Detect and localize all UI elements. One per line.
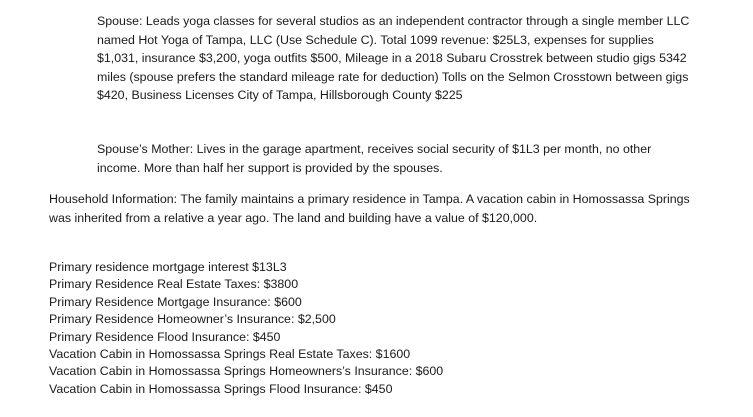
list-item: Vacation Cabin in Homossassa Springs Flood Insurance: $450 (49, 381, 393, 396)
list-item: Primary Residence Real Estate Taxes: $3800 (49, 277, 299, 292)
list-item: Vacation Cabin in Homossassa Springs Homeowners’s Insurance: $600 (49, 364, 444, 379)
list-item: Primary Residence Flood Insurance: $450 (49, 329, 281, 344)
list-item: Primary Residence Mortgage Insurance: $600 (49, 294, 302, 309)
spouse-paragraph: Spouse: Leads yoga classes for several studios as an independent contractor through a single member LLC named Hot Yoga of Tampa, LLC (Use Schedule C). Total 1099 revenue: $25L3, expenses for supplies $1,031, insurance $3,200, yoga outfits $500, Mileage in a 2018 Subaru Crosstrek between studio gigs 5342 miles (spouse prefers the standard mileage rate for deduction) Tolls on the Selmon Crosstown between gigs $420, Business Licenses City of Tampa, Hillsborough County $225 (97, 14, 690, 103)
spouse-mother-paragraph: Spouse’s Mother: Lives in the garage apartment, receives social security of $1L3 per month, no other income. More than half her support is provided by the spouses. (97, 142, 652, 175)
household-expense-list (49, 259, 709, 398)
list-item: Primary residence mortgage interest $13L3 (49, 260, 287, 274)
list-item: Primary Residence Homeowner’s Insurance: $2,500 (49, 312, 336, 327)
list-item: Vacation Cabin in Homossassa Springs Real Estate Taxes: $1600 (49, 347, 411, 362)
household-information-paragraph: Household Information: The family maintains a primary residence in Tampa. A vacation cabin in Homossassa Springs was inherited from a relative a year ago. The land and building have a value of $120,000. (49, 192, 690, 225)
